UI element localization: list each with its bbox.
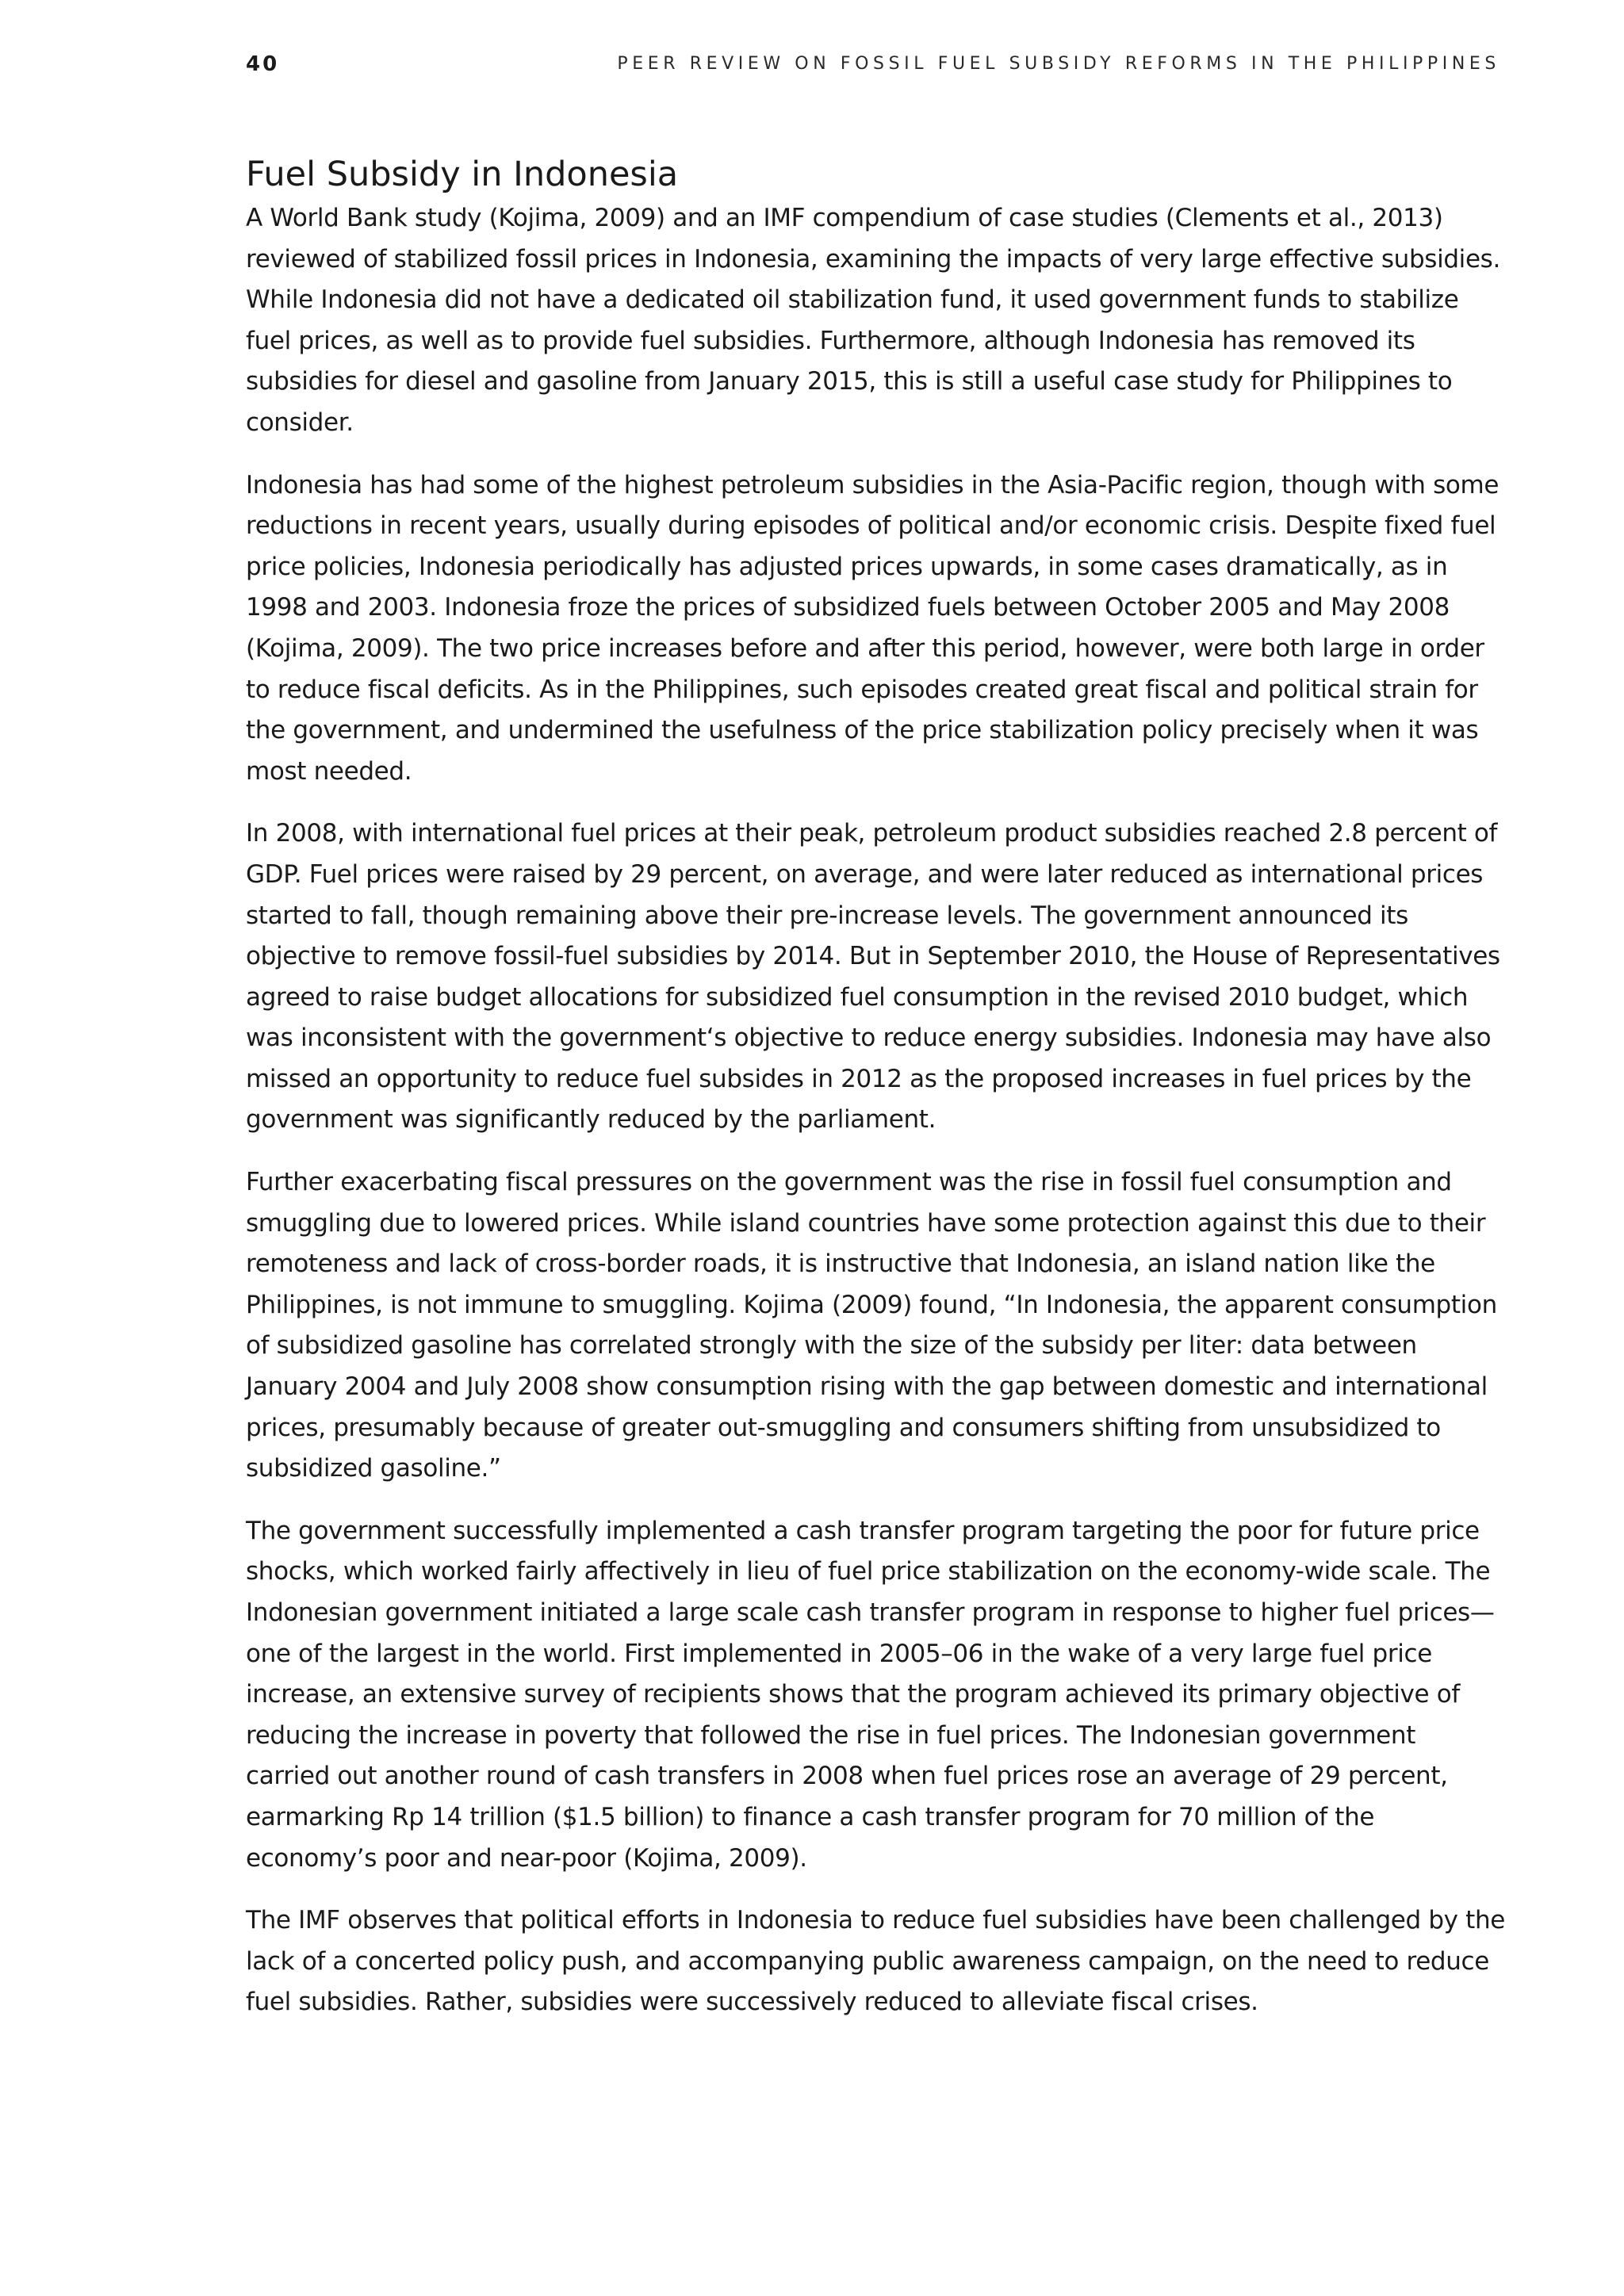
section-heading: Fuel Subsidy in Indonesia (246, 155, 679, 194)
paragraph-4: Further exacerbating fiscal pressures on the government was the rise in fossil fuel consumption and smuggling due to lowered prices. While island countries have some protection against this due to their remoteness and lack of cross-border roads, it is instructive that Indonesia, an island nation like the Philippines, is not immune to smuggling. Kojima (2009) found, “In Indonesia, the apparent consumption of subsidized gasoline has correlated strongly with the size of the subsidy per liter: data between January 2004 and July 2008 show consumption rising with the gap between domestic and international prices, presumably because of greater out-smuggling and consumers shifting from unsubsidized to subsidized gasoline.” (246, 1168, 1497, 1483)
paragraph-6: The IMF observes that political efforts in Indonesia to reduce fuel subsidies have been challenged by the lack of a concerted policy push, and accompanying public awareness campaign, on the need to reduce fuel subsidies. Rather, subsidies were successively reduced to alleviate fiscal crises. (246, 1906, 1505, 2017)
page-number: 40 (246, 52, 280, 76)
paragraph-3: In 2008, with international fuel prices at their peak, petroleum product subsidies reached 2.8 percent of GDP. Fuel prices were raised by 29 percent, on average, and were later reduced as international prices started to fall, though remaining above their pre-increase levels. The government announced its objective to remove fossil-fuel subsidies by 2014. But in September 2010, the House of Representatives agreed to raise budget allocations for subsidized fuel consumption in the revised 2010 budget, which was inconsistent with the government‘s objective to reduce energy subsidies. Indonesia may have also missed an opportunity to reduce fuel subsides in 2012 as the proposed increases in fuel prices by the government was significantly reduced by the parliament. (246, 819, 1500, 1135)
paragraph-1: A World Bank study (Kojima, 2009) and an IMF compendium of case studies (Clements et al., 2013) reviewed of stabilized fossil prices in Indonesia, examining the impacts of very large effective subsidies. While Indonesia did not have a dedicated oil stabilization fund, it used government funds to stabilize fuel prices, as well as to provide fuel subsidies. Furthermore, although Indonesia has removed its subsidies for diesel and gasoline from January 2015, this is still a useful case study for Philippines to consider. (246, 204, 1500, 437)
paragraph-5: The government successfully implemented a cash transfer program targeting the poor for future price shocks, which worked fairly affectively in lieu of fuel price stabilization on the economy-wide scale. The Indonesian government initiated a large scale cash transfer program in response to higher fuel prices—one of the largest in the world. First implemented in 2005–06 in the wake of a very large fuel price increase, an extensive survey of recipients shows that the program achieved its primary objective of reducing the increase in poverty that followed the rise in fuel prices. The Indonesian government carried out another round of cash transfers in 2008 when fuel prices rose an average of 29 percent, earmarking Rp 14 trillion ($1.5 billion) to finance a cash transfer program for 70 million of the economy’s poor and near-poor (Kojima, 2009). (246, 1516, 1495, 1873)
running-header (246, 52, 1500, 84)
main-content (246, 151, 1507, 2045)
paragraph-2: Indonesia has had some of the highest petroleum subsidies in the Asia-Pacific region, though with some reductions in recent years, usually during episodes of political and/or economic crisis. Despite fixed fuel price policies, Indonesia periodically has adjusted prices upwards, in some cases dramatically, as in 1998 and 2003. Indonesia froze the prices of subsidized fuels between October 2005 and May 2008 (Kojima, 2009). The two price increases before and after this period, however, were both large in order to reduce fiscal deficits. As in the Philippines, such episodes created great fiscal and political strain for the government, and undermined the usefulness of the price stabilization policy precisely when it was most needed. (246, 470, 1500, 786)
running-title: PEER REVIEW ON FOSSIL FUEL SUBSIDY REFORMS IN THE PHILIPPINES (617, 54, 1500, 74)
